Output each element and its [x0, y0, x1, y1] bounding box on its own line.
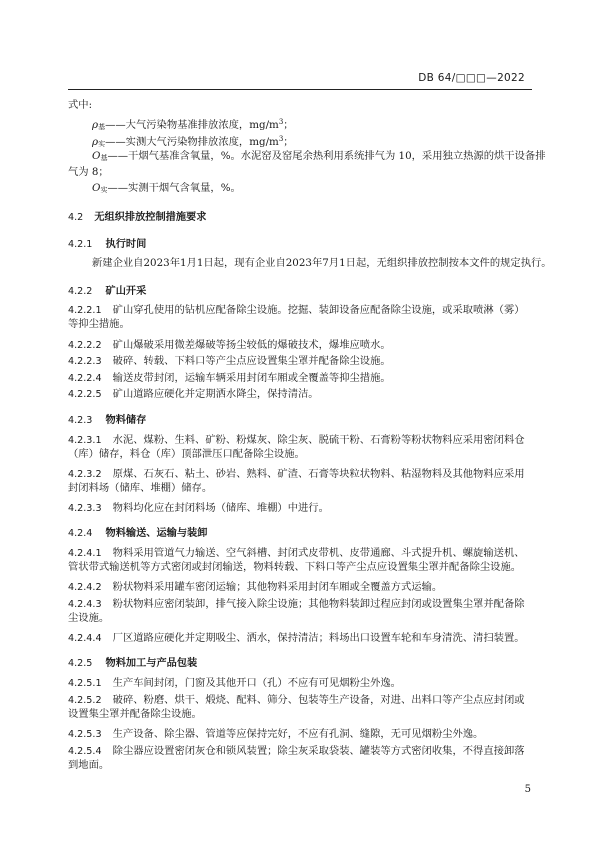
- clause-number: 4.2.3.2: [68, 469, 102, 480]
- clause-4-2-2-5: [68, 382, 319, 401]
- symbol-o: O: [92, 182, 101, 194]
- clause-number: 4.2.3.3: [68, 503, 102, 514]
- clause-text: 输送皮带封闭，运输车辆采用封闭车厢或全覆盖等抑尘措施。: [112, 372, 391, 384]
- section-number: 4.2.4: [68, 528, 93, 539]
- formula-note-o-real: [92, 180, 241, 198]
- clause-text: 生产设备、除尘器、管道等应保持完好，不应有孔洞、缝隙，无可见烟粉尘外逸。: [112, 728, 484, 740]
- section-number: 4.2.5: [68, 658, 93, 669]
- clause-number: 4.2.2.5: [68, 389, 102, 400]
- note-end: ；: [283, 136, 294, 148]
- clause-text: 矿山爆破采用微差爆破等扬尘较低的爆破技术，爆堆应喷水。: [112, 339, 391, 351]
- document-code: DB 64/□□□—2022: [418, 72, 525, 84]
- clause-4-2-4-4: [68, 626, 525, 645]
- clause-number: 4.2.4.3: [68, 599, 102, 610]
- note-text: ——实测干烟气含氧量，%。: [107, 182, 241, 194]
- clause-number: 4.2.3.1: [68, 435, 102, 446]
- section-heading-4-2: [68, 205, 206, 224]
- subscript: 实: [100, 186, 108, 194]
- formula-note-o-base-cont: 气为 8；: [68, 166, 109, 178]
- section-number: 4.2.1: [68, 239, 93, 250]
- note-text: ——实测大气污染物排放浓度，mg/m: [105, 136, 279, 148]
- symbol-rho: ρ: [92, 136, 99, 148]
- clause-number: 4.2.4.4: [68, 633, 102, 644]
- symbol-o: O: [92, 150, 101, 162]
- symbol-rho: ρ: [92, 119, 99, 131]
- clause-4-2-2-1: [68, 298, 525, 317]
- superscript: 3: [278, 118, 284, 126]
- clause-text: 破碎、粉磨、烘干、煅烧、配料、筛分、包装等生产设备，对进、出料口等产尘点应封闭或: [112, 694, 525, 706]
- clause-number: 4.2.2.3: [68, 356, 102, 367]
- section-title: 矿山开采: [105, 286, 147, 297]
- clause-text: 粉状物料采用罐车密闭运输；其他物料采用封闭车厢或全覆盖方式运输。: [112, 581, 443, 593]
- clause-4-2-5-4-cont: 到地面。: [68, 759, 110, 771]
- clause-text: 矿山穿孔使用的钻机应配备除尘设施。挖掘、装卸设备应配备除尘设施，或采取喷淋（雾）: [112, 304, 525, 316]
- clause-text: 破碎、转载、下料口等产尘点应设置集尘罩并配备除尘设施。: [112, 355, 391, 367]
- clause-4-2-3-1-cont: （库）储存，料仓（库）顶部泄压口配备除尘设施。: [68, 448, 305, 460]
- page-number: 5: [524, 784, 531, 795]
- clause-text: 除尘器应设置密闭灰仓和锁风装置；除尘灰采取袋装、罐装等方式密闭收集，不得直接卸落: [112, 745, 525, 757]
- clause-text: 物料采用管道气力输送、空气斜槽、封闭式皮带机、皮带通廊、斗式提升机、螺旋输送机、: [112, 547, 525, 559]
- subscript: 基: [100, 154, 108, 162]
- formula-note-o-base: [92, 148, 546, 166]
- clause-4-2-2-1-cont: 等抑尘措施。: [68, 318, 130, 330]
- clause-text: 粉状物料应密闭装卸，排气接入除尘设施；其他物料装卸过程应封闭或设置集尘罩并配备除: [112, 598, 525, 610]
- section-title: 物料储存: [105, 415, 147, 426]
- clause-4-2-4-3: [68, 592, 525, 611]
- section-heading-4-2-4: [68, 521, 207, 540]
- paragraph-4-2-1: 新建企业自2023年1月1日起，现有企业自2023年7月1日起，无组织排放控制按本文件的规定执行。: [92, 257, 552, 269]
- clause-4-2-4-1-cont: 管状带式输送机等方式密闭或封闭输送，物料转载、下料口等产尘点应设置集尘罩并配备除尘设施。: [68, 561, 522, 573]
- clause-number: 4.2.2.2: [68, 340, 102, 351]
- clause-number: 4.2.5.1: [68, 678, 102, 689]
- clause-4-2-3-3: [68, 496, 329, 515]
- section-title: 物料输送、运输与装卸: [105, 528, 208, 539]
- note-end: ；: [283, 119, 294, 131]
- section-title: 物料加工与产品包装: [105, 658, 198, 669]
- clause-number: 4.2.5.2: [68, 695, 102, 706]
- section-number: 4.2.3: [68, 415, 93, 426]
- note-text: ——大气污染物基准排放浓度，mg/m: [105, 119, 279, 131]
- clause-text: 水泥、煤粉、生料、矿粉、粉煤灰、除尘灰、脱硫干粉、石膏粉等粉状物料应采用密闭料仓: [112, 434, 525, 446]
- section-heading-4-2-1: [68, 232, 146, 251]
- superscript: 3: [278, 135, 284, 143]
- section-title: 无组织排放控制措施要求: [94, 212, 207, 223]
- section-number: 4.2.2: [68, 286, 93, 297]
- clause-number: 4.2.5.3: [68, 729, 102, 740]
- clause-text: 生产车间封闭，门窗及其他开口（孔）不应有可见烟粉尘外逸。: [112, 677, 401, 689]
- subscript: 基: [98, 123, 106, 131]
- section-heading-4-2-3: [68, 408, 146, 427]
- section-number: 4.2: [68, 212, 84, 223]
- clause-number: 4.2.4.2: [68, 582, 102, 593]
- section-heading-4-2-2: [68, 279, 146, 298]
- formula-intro: 式中:: [68, 99, 93, 111]
- subscript: 实: [98, 140, 106, 148]
- note-text: ——干烟气基准含氧量，%。水泥窑及窑尾余热利用系统排气为 10，采用独立热源的烘干设备排: [107, 150, 546, 162]
- clause-4-2-4-3-cont: 尘设施。: [68, 612, 110, 624]
- clause-number: 4.2.2.1: [68, 305, 102, 316]
- clause-text: 原煤、石灰石、粘土、砂岩、熟料、矿渣、石膏等块粒状物料、粘湿物料及其他物料应采用: [112, 468, 525, 480]
- clause-text: 矿山道路应硬化并定期洒水降尘，保持清洁。: [112, 388, 319, 400]
- clause-number: 4.2.4.1: [68, 548, 102, 559]
- clause-text: 物料均化应在封闭料场（储库、堆棚）中进行。: [112, 502, 329, 514]
- section-title: 执行时间: [105, 239, 147, 250]
- section-heading-4-2-5: [68, 651, 197, 670]
- clause-text: 厂区道路应硬化并定期吸尘、洒水，保持清洁；料场出口设置车轮和车身清洗、清扫装置。: [112, 632, 525, 644]
- clause-4-2-5-4: [68, 739, 525, 758]
- clause-4-2-3-2-cont: 封闭料场（储库、堆棚）储存。: [68, 482, 213, 494]
- clause-4-2-5-2-cont: 设置集尘罩并配备除尘设施。: [68, 708, 202, 720]
- clause-number: 4.2.2.4: [68, 373, 102, 384]
- header-rule: [68, 89, 532, 90]
- clause-number: 4.2.5.4: [68, 746, 102, 757]
